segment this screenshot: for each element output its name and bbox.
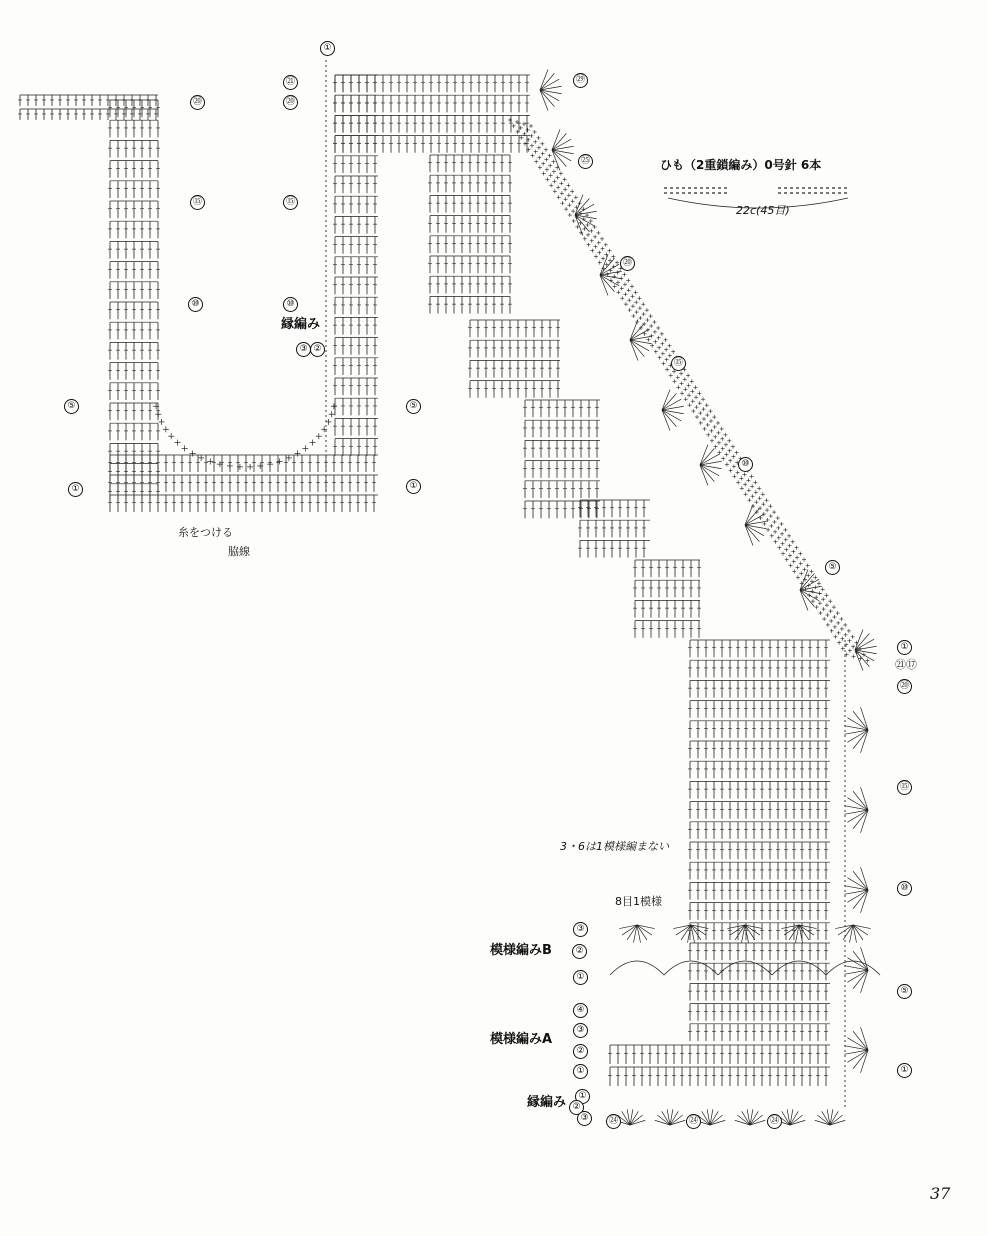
row-marker-mid-10: ⑩ xyxy=(283,297,298,312)
edging-row-2b: ② xyxy=(569,1100,584,1115)
edging-row-2: ② xyxy=(310,342,325,357)
bottom-marker-24c: ㉔ xyxy=(767,1114,782,1129)
right-marker-15: ⑮ xyxy=(897,780,912,795)
row-marker-top: ① xyxy=(320,41,335,56)
right-marker-21-17: ㉑⑰ xyxy=(895,658,917,671)
row-marker-mid-15: ⑮ xyxy=(283,195,298,210)
no-pattern-note: 3・6は1模様編まない xyxy=(560,840,669,853)
row-marker-mid-5: ⑤ xyxy=(406,399,421,414)
pattern-b-label: 模様編みB xyxy=(490,943,552,958)
row-marker-mid-1: ① xyxy=(406,479,421,494)
attach-yarn-note: 糸をつける xyxy=(178,526,233,539)
pattern-a-label: 模様編みA xyxy=(490,1032,553,1047)
edge-marker-15: ⑮ xyxy=(671,356,686,371)
right-marker-20: ⑳ xyxy=(897,679,912,694)
edging-label-bottom: 縁編み xyxy=(527,1095,567,1110)
edging-row-1: ① xyxy=(575,1089,590,1104)
row-marker-1: ① xyxy=(68,482,83,497)
edge-marker-25: ㉕ xyxy=(578,154,593,169)
right-marker-1: ① xyxy=(897,640,912,655)
row-marker-15: ⑮ xyxy=(190,195,205,210)
row-marker-20: ⑳ xyxy=(190,95,205,110)
edging-row-3: ③ xyxy=(296,342,311,357)
side-line-note: 脇線 xyxy=(228,545,250,558)
row-marker-mid-21: ㉑ xyxy=(283,75,298,90)
repeat-note: 8目1模様 xyxy=(615,895,662,908)
pattern-a-row-2: ② xyxy=(573,1044,588,1059)
row-marker-mid-20: ⑳ xyxy=(283,95,298,110)
pattern-b-row-1: ① xyxy=(573,970,588,985)
edge-marker-20: ⑳ xyxy=(620,256,635,271)
right-marker-1b: ① xyxy=(897,1063,912,1078)
page-number: 37 xyxy=(930,1184,951,1203)
edge-marker-5: ⑤ xyxy=(825,560,840,575)
pattern-b-row-2: ② xyxy=(572,944,587,959)
pattern-a-row-4: ④ xyxy=(573,1003,588,1018)
pattern-b-row-3: ③ xyxy=(573,922,588,937)
row-marker-10: ⑩ xyxy=(188,297,203,312)
pattern-a-row-1: ① xyxy=(573,1064,588,1079)
edging-label-left: 縁編み xyxy=(281,317,321,332)
pattern-a-row-3: ③ xyxy=(573,1023,588,1038)
cord-length: 22c(45目) xyxy=(736,204,790,217)
edge-marker-29: ㉙ xyxy=(573,73,588,88)
edging-row-3b: ③ xyxy=(577,1111,592,1126)
right-marker-10: ⑩ xyxy=(897,881,912,896)
cord-title: ひも（2重鎖編み）0号針 6本 xyxy=(660,158,822,172)
row-marker-5: ⑤ xyxy=(64,399,79,414)
bottom-marker-24b: ㉔ xyxy=(686,1114,701,1129)
bottom-marker-24a: ㉔ xyxy=(606,1114,621,1129)
right-marker-5: ⑤ xyxy=(897,984,912,999)
edge-marker-10: ⑩ xyxy=(738,457,753,472)
